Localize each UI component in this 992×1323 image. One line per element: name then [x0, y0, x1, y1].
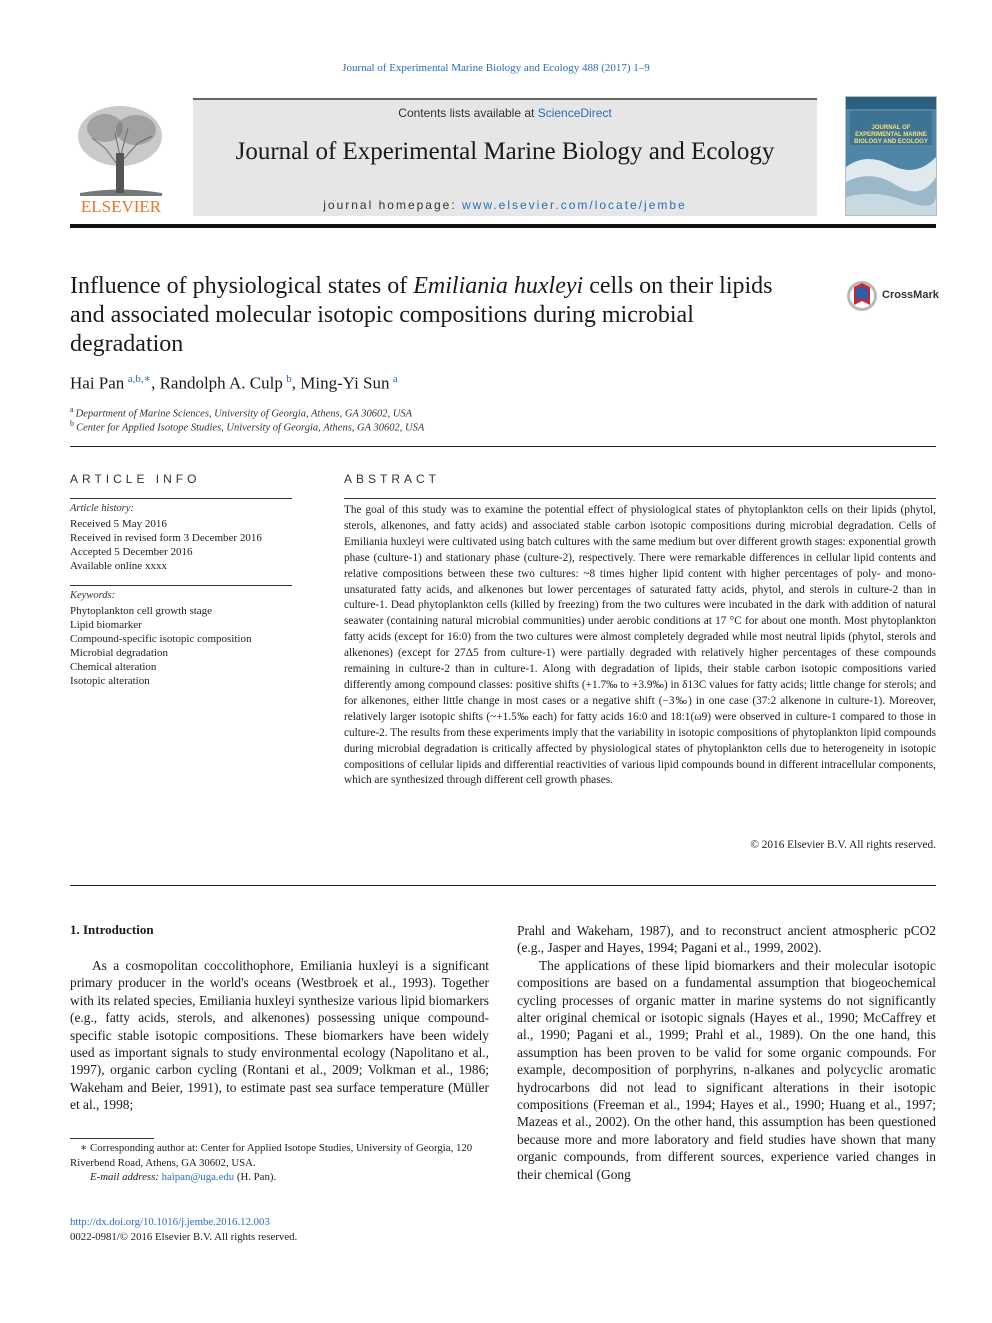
abstract-divider [344, 498, 936, 499]
history-list [70, 517, 292, 573]
author-name[interactable]: Hai Pan [70, 373, 125, 393]
keyword: Microbial degradation [70, 647, 169, 659]
email-link[interactable]: haipan@uga.edu [161, 1171, 235, 1183]
intro-left-column [70, 957, 489, 1114]
article-title [70, 272, 810, 359]
section-divider [70, 446, 936, 447]
author-name[interactable]: Ming-Yi Sun [300, 373, 390, 393]
title-part1: Influence of physiological states of [70, 273, 414, 299]
info-divider [70, 585, 292, 586]
doi-block [70, 1215, 297, 1244]
abstract-text: The goal of this study was to examine the potential effect of physiological states of phytoplankton cells on their lipids (phytol, sterols, alkenones, and fatty acids) and associated stable carbon isotopic compositions during microbial degradation. Cells of Emiliania huxleyi were cultivated using batch cultures with the same medium but over different growth stages: exponential growth phase (culture-1) and stationary phase (culture-2), respectively. There were remarkable differences in cellular lipid contents and relative compositions between these two cultures: ~8 times higher lipid content with higher percentages of poly- and mono-unsaturated fatty acids, and alkenones but lower percentages of saturated fatty acids, phytol, and sterols in culture-2 than in culture-1. Dead phytoplankton cells (killed by freezing) from the two cultures were incubated in the dark with addition of natural seawater (containing natural microbial communities) under aerobic conditions at 17 °C for about one month. Most phytoplankton fatty acids (except for 16:0) from the two cultures were almost completely degraded while most neutral lipids (phytol, sterols and alkenones) (except for 27Δ5 from culture-1) were partially degraded with relatively higher percentages of these compounds remaining in culture-2 than in culture-1. Along with degradation of lipids, their stable carbon isotopic compositions varied differently among compound classes: positive shifts (+1.7‰ to +3.9‰) in δ13C values for fatty acids; little change for sterols; and for alkenones, either little change in most cases or a negative shift (−3‰) in one case (37:2 alkenone in culture-1). Moreover, relatively larger isotopic shifts (~+1.5‰ each) for fatty acids 16:0 and 18:1(ω9) were observed in culture-1 compared to those in culture-2. The results from these experiments imply that the variability in isotopic compositions of phytoplankton lipid compounds during microbial degradation is critically affected by physiological states of phytoplankton cells due to heterogeneity in isotopic compositions of cellular lipids and differential reactivities of various lipid compounds bound in different intracellular components, which are synthesized through different cell growth phases. [344, 504, 936, 787]
affiliation-sup: a [70, 405, 74, 414]
contents-line [193, 106, 817, 120]
affiliation-text: Department of Marine Sciences, University of Georgia, Athens, GA 30602, USA [75, 408, 413, 420]
author-sup[interactable]: a [392, 373, 398, 385]
homepage-link[interactable]: www.elsevier.com/locate/jembe [462, 198, 687, 212]
cover-title: JOURNAL OF EXPERIMENTAL MARINE BIOLOGY AND ECOLOGY [854, 125, 928, 145]
journal-header-band [193, 98, 817, 216]
author-sup[interactable]: a,b,∗ [127, 373, 152, 385]
corresponding-footnote [70, 1141, 490, 1185]
title-species: Emiliania huxleyi [413, 273, 584, 299]
history-item: Available online xxxx [70, 560, 167, 572]
keyword: Lipid biomarker [70, 619, 142, 631]
email-line [70, 1170, 490, 1185]
sciencedirect-link[interactable]: ScienceDirect [537, 106, 612, 120]
history-item: Accepted 5 December 2016 [70, 546, 193, 558]
author-list: Hai Pan $^{a,b,∗}$, Randolph A. Culp $^b$, Ming-Yi Sun $^a$ [70, 373, 398, 393]
elsevier-logo [70, 98, 172, 216]
author-sup[interactable]: b [286, 373, 292, 385]
history-item: Received 5 May 2016 [70, 518, 167, 530]
homepage-line [193, 198, 817, 212]
homepage-label: journal homepage: [323, 198, 462, 212]
intro-paragraph: The applications of these lipid biomarkers and their molecular isotopic compositions are based on a fundamental assumption that biogeochemical cycling processes of organic matter in marine systems do not significantly alter original chemical or isotopic signals (Hayes et al., 1990; McCaffrey et al., 1990; Pagani et al., 1999; Prahl et al., 1989). On the one hand, this assumption has been proven to be valid for some organic compounds. For example, decomposition of porphyrins, n-alkanes and polycyclic aromatic hydrocarbons did not lead to significant alterations in their isotopic compositions (Freeman et al., 1994; Hayes et al., 1990; Huang et al., 1997; Mazeas et al., 2002). On the other hand, this assumption has been questioned because more and more laboratory and field studies have shown that many organic compounds, from different sources, experience varied changes in their chemical (Gong [517, 957, 936, 1182]
crossmark-badge[interactable] [846, 279, 946, 315]
keyword-list [70, 604, 292, 688]
corresponding-text: ∗ Corresponding author at: Center for Applied Isotope Studies, University of Georgia, 120 Riverbend Road, Athens, GA 30602, USA. [70, 1142, 473, 1169]
contents-prefix: Contents lists available at [398, 106, 538, 120]
crossmark-label: CrossMark [882, 289, 939, 301]
cover-art [846, 97, 936, 215]
keyword: Phytoplankton cell growth stage [70, 605, 213, 617]
history-label: Article history: [70, 503, 134, 514]
journal-citation-link[interactable]: Journal of Experimental Marine Biology and Ecology 488 (2017) 1–9 [342, 62, 650, 74]
intro-right-column [517, 922, 936, 1183]
section-divider [70, 885, 936, 886]
journal-name: Journal of Experimental Marine Biology and Ecology [235, 138, 775, 165]
email-suffix: (H. Pan). [234, 1171, 277, 1183]
history-item: Received in revised form 3 December 2016 [70, 532, 262, 544]
abstract-heading: ABSTRACT [344, 472, 441, 486]
issn-line: 0022-0981/© 2016 Elsevier B.V. All rights reserved. [70, 1230, 298, 1243]
footnote-rule [70, 1138, 154, 1139]
intro-paragraph: Prahl and Wakeham, 1987), and to reconstruct ancient atmospheric pCO2 (e.g., Jasper and Hayes, 1994; Pagani et al., 1999, 2002). [517, 923, 936, 956]
journal-cover-image[interactable] [845, 96, 937, 216]
affiliation-sup: b [70, 419, 74, 428]
title-part2: cells on their lipids and associated molecular isotopic compositions during microbial degradation [70, 273, 773, 357]
keywords-label: Keywords: [70, 590, 116, 601]
intro-paragraph: As a cosmopolitan coccolithophore, Emiliania huxleyi is a significant primary producer in the world's oceans (Westbroek et al., 1993). Together with its related species, Emiliania huxleyi synthesize various lipid biomarkers (e.g., fatty acids, sterols, and alkenones) possessing unique compound-specific stable isotopic compositions. These biomarkers have been widely used as important signals to study environmental ecology (Napolitano et al., 1997), organic carbon cycling (Rontani et al., 2009; Volkman et al., 1986; Wakeham and Beier, 1991), to estimate past sea surface temperature (Müller et al., 1998; [70, 958, 489, 1113]
info-divider [70, 498, 292, 499]
header-rule [70, 224, 936, 228]
copyright-line: © 2016 Elsevier B.V. All rights reserved. [750, 839, 936, 851]
keyword: Chemical alteration [70, 661, 157, 673]
elsevier-tree-icon [70, 98, 172, 216]
affiliation [70, 405, 412, 420]
keyword: Compound-specific isotopic composition [70, 633, 252, 645]
author-name[interactable]: Randolph A. Culp [159, 373, 283, 393]
affiliation-text: Center for Applied Isotope Studies, University of Georgia, Athens, GA 30602, USA [76, 422, 425, 434]
email-label: E-mail address: [90, 1171, 162, 1183]
doi-link[interactable]: http://dx.doi.org/10.1016/j.jembe.2016.12.003 [70, 1216, 270, 1228]
logo-wordmark: ELSEVIER [80, 197, 162, 216]
article-info-heading: ARTICLE INFO [70, 472, 201, 486]
crossmark-icon [846, 279, 878, 315]
affiliation [70, 419, 424, 434]
section-heading: 1. Introduction [70, 922, 154, 937]
keyword: Isotopic alteration [70, 675, 150, 687]
